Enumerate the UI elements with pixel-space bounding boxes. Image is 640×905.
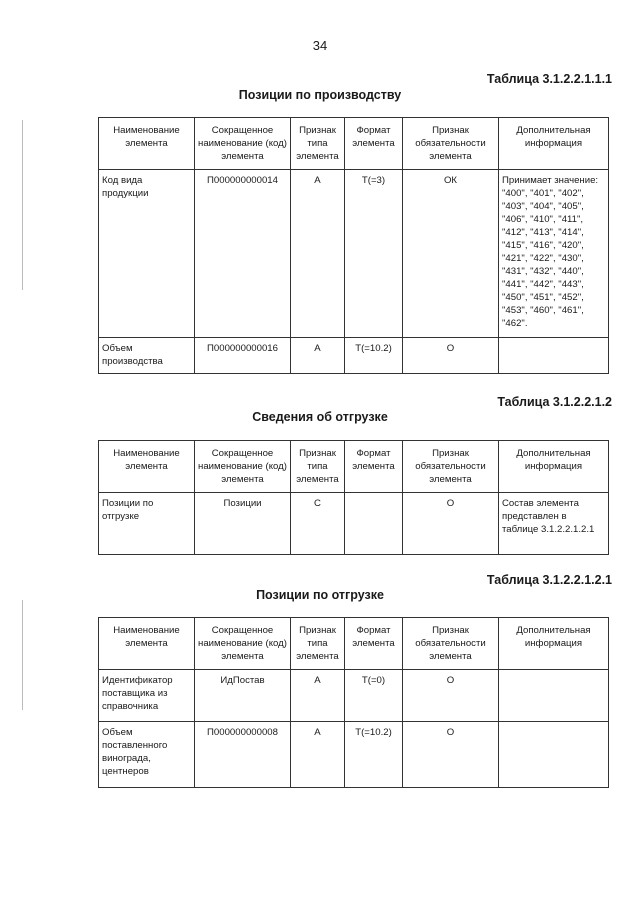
cell-element-name: Код вида продукции: [99, 170, 195, 338]
cell-required-flag: О: [403, 338, 499, 374]
cell-short-name: ИдПостав: [195, 670, 291, 722]
header-type-flag: Признак типа элемента: [291, 441, 345, 493]
cell-required-flag: О: [403, 670, 499, 722]
scan-margin-line: [22, 600, 23, 710]
cell-format: Т(=3): [345, 170, 403, 338]
table-row: [99, 338, 609, 374]
cell-short-name: Позиции: [195, 493, 291, 555]
cell-required-flag: О: [403, 722, 499, 788]
cell-element-name: Объем производства: [99, 338, 195, 374]
cell-type-flag: А: [291, 722, 345, 788]
cell-type-flag: А: [291, 670, 345, 722]
header-required-flag: Признак обязательности элемента: [403, 441, 499, 493]
cell-type-flag: А: [291, 170, 345, 338]
cell-required-flag: ОК: [403, 170, 499, 338]
header-element-name: Наименование элемента: [99, 118, 195, 170]
cell-additional-info: [499, 722, 609, 788]
table-2-number: Таблица 3.1.2.2.1.2: [497, 395, 612, 409]
cell-element-name: Объем поставленного винограда, центнеров: [99, 722, 195, 788]
header-type-flag: Признак типа элемента: [291, 118, 345, 170]
header-element-name: Наименование элемента: [99, 441, 195, 493]
header-short-name: Сокращенное наименование (код) элемента: [195, 441, 291, 493]
table-3-title: Позиции по отгрузке: [256, 588, 384, 602]
cell-additional-info: [499, 338, 609, 374]
header-element-name: Наименование элемента: [99, 618, 195, 670]
header-format: Формат элемента: [345, 118, 403, 170]
table-header-row: [99, 441, 609, 493]
table-production-positions: [98, 117, 609, 374]
cell-additional-info: Принимает значение: "400", "401", "402", "403", "404", "405", "406", "410", "411", "412", "413", "414", "415", "416", "420", "421", "422", "430", "431", "432", "440", "441", "442", "443", "450", "451", "452", "453", "460", "461", "462".: [499, 170, 609, 338]
header-required-flag: Признак обязательности элемента: [403, 118, 499, 170]
header-format: Формат элемента: [345, 618, 403, 670]
cell-element-name: Позиции по отгрузке: [99, 493, 195, 555]
table-row: [99, 170, 609, 338]
header-short-name: Сокращенное наименование (код) элемента: [195, 618, 291, 670]
table-1-number: Таблица 3.1.2.2.1.1.1: [486, 72, 612, 86]
cell-format: Т(=0): [345, 670, 403, 722]
cell-short-name: П000000000014: [195, 170, 291, 338]
cell-required-flag: О: [403, 493, 499, 555]
cell-short-name: П000000000016: [195, 338, 291, 374]
cell-type-flag: А: [291, 338, 345, 374]
cell-format: Т(=10.2): [345, 338, 403, 374]
cell-additional-info: Состав элемента представлен в таблице 3.1.2.2.1.2.1: [499, 493, 609, 555]
header-additional-info: Дополнительная информация: [499, 118, 609, 170]
header-additional-info: Дополнительная информация: [499, 441, 609, 493]
table-3-number: Таблица 3.1.2.2.1.2.1: [486, 573, 612, 587]
table-shipment-info: [98, 440, 609, 555]
table-row: [99, 722, 609, 788]
cell-additional-info: [499, 670, 609, 722]
cell-short-name: П000000000008: [195, 722, 291, 788]
table-2-title: Сведения об отгрузке: [252, 410, 388, 424]
cell-element-name: Идентификатор поставщика из справочника: [99, 670, 195, 722]
header-additional-info: Дополнительная информация: [499, 618, 609, 670]
page-number: 34: [312, 38, 328, 53]
header-required-flag: Признак обязательности элемента: [403, 618, 499, 670]
cell-type-flag: С: [291, 493, 345, 555]
cell-format: Т(=10.2): [345, 722, 403, 788]
scan-margin-line: [22, 120, 23, 290]
table-1-title: Позиции по производству: [238, 88, 402, 102]
table-header-row: [99, 118, 609, 170]
header-format: Формат элемента: [345, 441, 403, 493]
header-short-name: Сокращенное наименование (код) элемента: [195, 118, 291, 170]
table-row: [99, 670, 609, 722]
header-type-flag: Признак типа элемента: [291, 618, 345, 670]
table-shipment-positions: [98, 617, 609, 788]
table-header-row: [99, 618, 609, 670]
cell-format: [345, 493, 403, 555]
table-row: [99, 493, 609, 555]
